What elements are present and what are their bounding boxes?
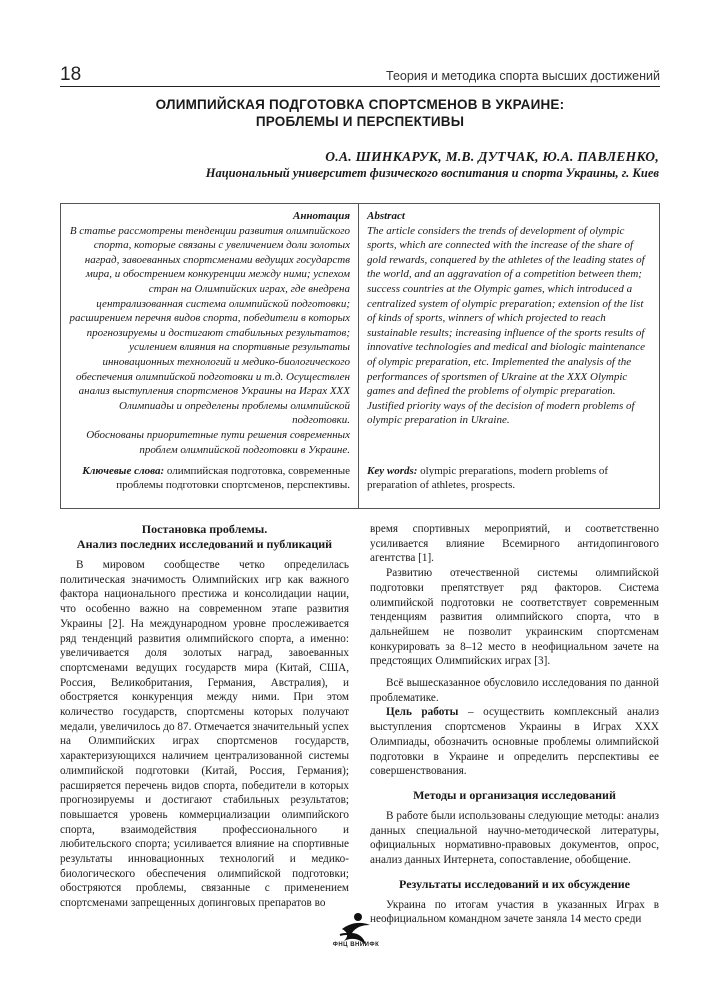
body-column-right: [370, 522, 659, 927]
abstract-ru-text: В статье рассмотрены тенденции развития олимпийского спорта, которые связаны с увеличением доли золотых наград, завоеванных спортсменами ведущих государств мира, и обострением конкуренции между ними; успехом стран на Олимпийских играх, где внедрена централизованная система олимпийской подготовки; расширением перечня видов спорта, победители в которых прогнозируемы и достигают стабильных результатов; усилением влияния на спортивные результаты инновационных технологий и медико-биологического обеспечения олимпийской подготовки и т.д. Осуществлен анализ выступления спортсменов Украины на Играх XXX Олимпиады и определены проблемы олимпийской подготовки.: [69, 224, 350, 427]
keywords-ru: [69, 464, 350, 492]
section-heading-line-2: Анализ последних исследований и публикаций: [76, 537, 333, 551]
paragraph: Всё вышесказанное обусловило исследования по данной проблематике.: [370, 677, 659, 704]
abstract-en-heading: Abstract: [367, 210, 405, 222]
authors: О.А. ШИНКАРУК, М.В. ДУТЧАК, Ю.А. ПАВЛЕНКО,: [325, 149, 659, 164]
keywords-ru-label: Ключевые слова:: [82, 465, 165, 477]
header-divider: [60, 86, 660, 87]
paragraph: Развитию отечественной системы олимпийской подготовки препятствует ряд факторов. Система олимпийской подготовки не соответствует современным тенденциям развития олимпийского спорта, что в дальнейшем не позволит украинским спортсменам конкурировать за 8–12 место в неофициальном зачете на предстоящих Олимпийских играх [3].: [370, 567, 659, 668]
paragraph: В мировом сообществе четко определилась политическая значимость Олимпийских игр как важного фактора национального престижа и консолидации нации, что особенно важно на современном этапе развития Украины [2]. На международном уровне прослеживается ряд тенденций развития олимпийского спорта, а именно: увеличивается доля золотых наград, завоеванных спортсменами ведущих государств мира (Китай, США, Россия, Великобритания, Германия, Австралия), и обостряется конкуренция между ними. При этом количество государств, спортсмены которых получают медали, увеличилось до 87. Отмечается значительный успех на Олимпийских играх спортсменов государств, характеризующихся наличием централизованной системы олимпийской подготовки (Китай, Россия, Германия); расширяется перечень видов спорта, победители в которых прогнозируемы и достигают стабильных результатов; повышается уровень коммерциализации олимпийского спорта, взаимодействия профессионального и любительского спорта; усиливается влияние на спортивные результаты инновационных технологий и медико-биологического обеспечения олимпийской подготовки; обостряются проблемы, связанные с применением спортсменами запрещенных допинговых препаратов во: [60, 559, 349, 910]
page-number: 18: [60, 64, 82, 85]
title-line-1: ОЛИМПИЙСКАЯ ПОДГОТОВКА СПОРТСМЕНОВ В УКРАИНЕ:: [155, 97, 565, 112]
goal-paragraph: [370, 705, 659, 779]
affiliation: Национальный университет физического воспитания и спорта Украины, г. Киев: [205, 166, 659, 180]
section-heading-problem: [60, 522, 349, 552]
journal-title: Теория и методика спорта высших достижений: [386, 69, 660, 83]
article-title: [60, 97, 660, 130]
keywords-en: [367, 464, 654, 492]
abstract-ru-text-2: Обоснованы приоритетные пути решения современных проблем олимпийской подготовки в Украине.: [86, 428, 350, 456]
paragraph: В работе были использованы следующие методы: анализ данных специальной научно-методической литературы, официальных нормативно-правовых документов, опрос, анализ данных Интернета, сопоставление, обобщение.: [370, 809, 659, 867]
section-heading-results: Результаты исследований и их обсуждение: [399, 876, 630, 891]
goal-label: Цель работы: [386, 706, 459, 719]
paragraph: Украина по итогам участия в указанных Играх в неофициальном командном зачете заняла 14 место среди: [370, 898, 659, 926]
abstract-ru: [69, 209, 350, 457]
abstract-ru-heading: Аннотация: [292, 210, 350, 222]
body-column-left: [60, 522, 349, 911]
keywords-en-label: Key words:: [367, 465, 418, 477]
logo-caption: ФНЦ ВНИИФК: [332, 942, 380, 948]
keywords-ru-text: олимпийская подготовка, современные проблемы подготовки спортсменов, перспективы.: [116, 465, 350, 491]
section-heading-line-1: Постановка проблемы.: [141, 522, 268, 536]
section-heading-methods: Методы и организация исследований: [413, 787, 616, 802]
goal-text: – осуществить комплексный анализ выступления спортсменов Украины в Играх XXX Олимпиады, обозначить основные проблемы олимпийской подготовки в Украине и определить перспективы ее совершенствования.: [370, 706, 659, 778]
abstract-divider: [358, 204, 359, 508]
abstract-en-text: The article considers the trends of development of olympic sports, which are connected with the increase of the share of gold rewards, conquered by the athletes of the leading states of the world, and an aggravation of a competition between them; success countries at the Olympic games, which introduced a centralized system of olympic preparation; extension of the list of kinds of sports, winners of which projected to reach sustainable results; increasing influence of the sports results of innovative technologies and medical and biologic maintenance of olympic preparation, etc. Implemented the analysis of the performances of sportsmen of Ukraine at the XXX Olympic games and defined the problems of olympic preparation. Justified priority ways of the decision of modern problems of olympic preparation in Ukraine.: [367, 224, 645, 427]
paragraph: время спортивных мероприятий, и соответственно усиливается влияние Всемирного антидопингового агентства [1].: [370, 523, 659, 565]
keywords-en-text: olympic preparations, modern problems of preparation of athletes, prospects.: [367, 465, 609, 491]
abstract-en: [367, 209, 654, 428]
runner-emblem-icon: [336, 906, 376, 956]
running-header: [60, 64, 660, 86]
abstract-box: [60, 203, 660, 509]
title-line-2: ПРОБЛЕМЫ И ПЕРСПЕКТИВЫ: [255, 113, 465, 129]
